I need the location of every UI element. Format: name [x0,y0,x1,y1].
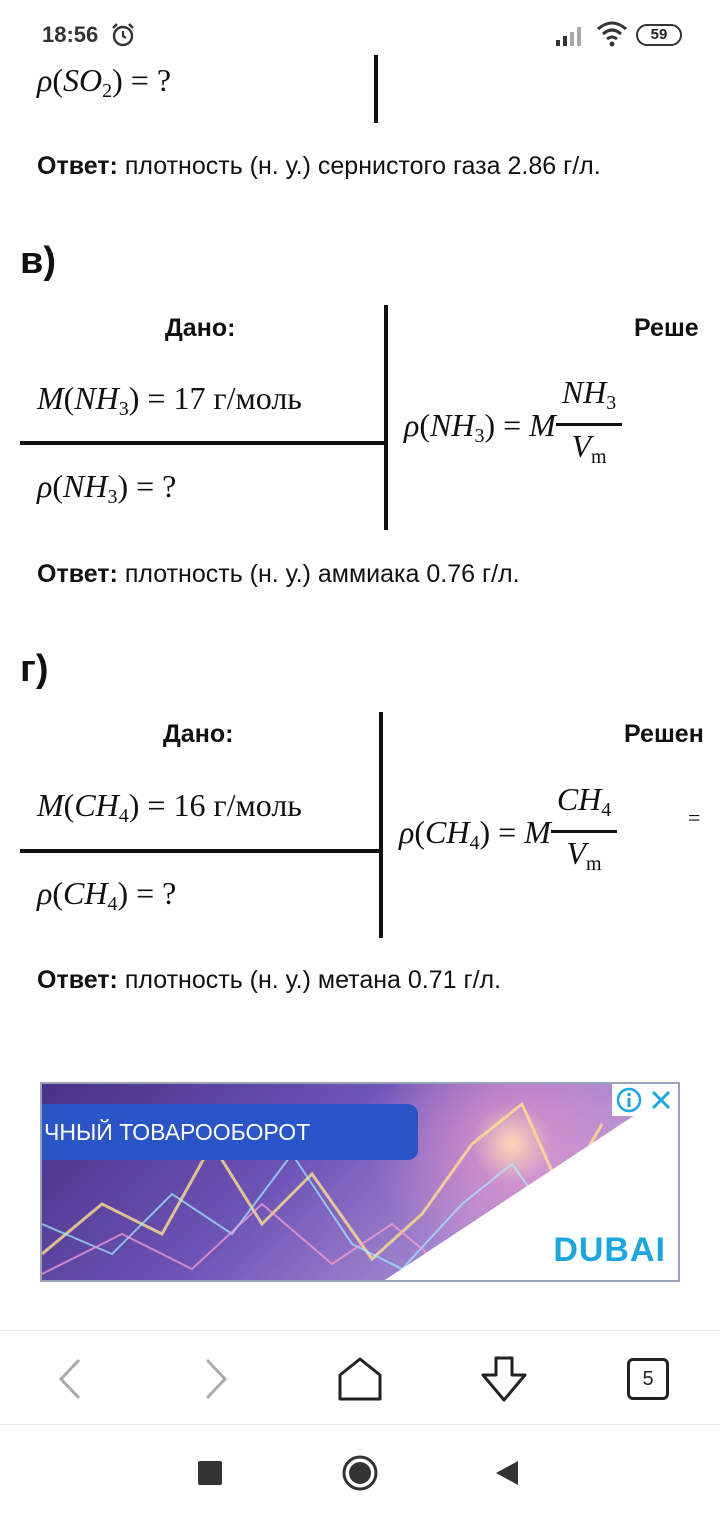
home-icon [337,1356,383,1402]
wifi-icon [596,20,628,48]
unknown-density-ch4: $\rho(CH_4)$ = ? [37,875,177,915]
so2-unknown: $\rho(SO_2)$ = ? [37,62,172,102]
tabs-button[interactable] [618,1349,678,1409]
formula-subscript: 2 [102,80,113,102]
given-value: ) = 17 г/моль [128,380,302,416]
solution-formula-nh3: $\rho(NH_3) = M$ $\frac{NH_3}{V_m}$ [404,376,622,481]
back-button[interactable] [40,1349,100,1409]
formula-symbol: NH [63,468,108,504]
molar-mass-symbol: M [529,406,556,443]
formula-subscript: 4 [118,805,129,827]
home-nav-button[interactable] [337,1450,383,1496]
formula-symbol: CH [425,813,470,850]
formula-subscript: 4 [107,893,118,915]
given-separator [20,441,386,445]
fraction-numerator [551,779,617,833]
denominator-symbol: V [566,835,587,871]
answer-nh3 [37,560,520,589]
browser-toolbar [0,1330,720,1425]
triangle-back-icon [494,1459,520,1487]
formula-subscript: 3 [474,424,485,447]
section-letter-v: в) [20,240,57,282]
solution-formula-ch4: $\rho(CH_4) = M$ $\frac{CH_4}{V_m}$ [399,783,617,888]
forward-button[interactable] [186,1349,246,1409]
given-molar-mass-ch4: $M(CH_4) = 16$ г/моль [37,787,302,827]
numerator-subscript: 3 [606,392,617,414]
status-bar [0,0,720,70]
system-nav-bar [0,1425,720,1520]
given-header: Дано: [163,720,234,748]
table-divider [374,55,378,123]
back-nav-button[interactable] [484,1450,530,1496]
answer-text: плотность (н. у.) сернистого газа 2.86 г/л. [117,152,601,180]
table-divider [384,305,388,530]
chevron-left-icon [55,1356,85,1402]
fraction-numerator [556,372,622,426]
close-icon[interactable] [650,1089,672,1111]
denominator-subscript: m [591,446,607,468]
fraction-denominator [551,833,617,884]
denominator-symbol: V [571,428,592,464]
trailing-equals: = [688,805,701,830]
download-arrow-icon [479,1355,529,1403]
formula-tail: ) = ? [112,62,172,98]
given-header: Дано: [165,314,236,342]
chevron-right-icon [201,1356,231,1402]
fraction [551,779,617,884]
solution-header: Реше [634,314,699,342]
circle-icon [341,1454,379,1492]
home-button[interactable] [330,1349,390,1409]
answer-label: Ответ: [37,152,118,180]
rho-symbol: ρ [37,62,53,98]
download-button[interactable] [474,1349,534,1409]
formula-tail: ) = ? [117,468,177,504]
solution-header: Решен [624,720,704,748]
answer-text: плотность (н. у.) метана 0.71 г/л. [117,966,502,994]
formula-tail: ) = ? [117,875,177,911]
tab-count: 5 [627,1358,669,1400]
formula-subscript: 4 [469,831,480,854]
formula-subscript: 3 [118,398,129,420]
ad-logo: DUBAI [553,1231,666,1269]
numerator-symbol: NH [561,374,607,410]
equals-sign: ) = [484,406,530,443]
table-divider [379,712,383,938]
ad-banner[interactable]: ЧНЫЙ ТОВАРООБОРОТ [42,1104,418,1160]
numerator-symbol: CH [556,781,602,817]
signal-icon [556,24,586,46]
fraction-denominator [556,426,622,477]
alarm-icon [110,22,136,48]
formula-symbol: NH [74,380,119,416]
denominator-subscript: m [586,853,602,875]
molar-mass-symbol: M [524,813,551,850]
formula-symbol: NH [430,406,475,443]
given-molar-mass-nh3: $M(NH_3) = 17$ г/моль [37,380,302,420]
numerator-subscript: 4 [601,799,612,821]
given-separator [20,849,382,853]
battery-indicator: 59 [636,24,682,46]
section-letter-g: г) [20,648,49,690]
info-icon[interactable] [616,1087,642,1113]
answer-label: Ответ: [37,966,118,994]
fraction [556,372,622,477]
status-time: 18:56 [42,22,99,47]
answer-ch4 [37,966,501,995]
advertisement[interactable] [40,1082,680,1282]
unknown-density-nh3: $\rho(NH_3)$ = ? [37,468,177,508]
ad-controls [612,1084,678,1116]
given-value: ) = 16 г/моль [128,787,302,823]
formula-subscript: 3 [107,486,118,508]
formula-symbol: CH [74,787,119,823]
answer-text: плотность (н. у.) аммиака 0.76 г/л. [117,560,520,588]
equals-sign: ) = [479,813,525,850]
recents-button[interactable] [187,1450,233,1496]
answer-so2 [37,152,601,181]
formula-symbol: SO [63,62,103,98]
formula-symbol: CH [63,875,108,911]
square-icon [198,1461,222,1485]
answer-label: Ответ: [37,560,118,588]
